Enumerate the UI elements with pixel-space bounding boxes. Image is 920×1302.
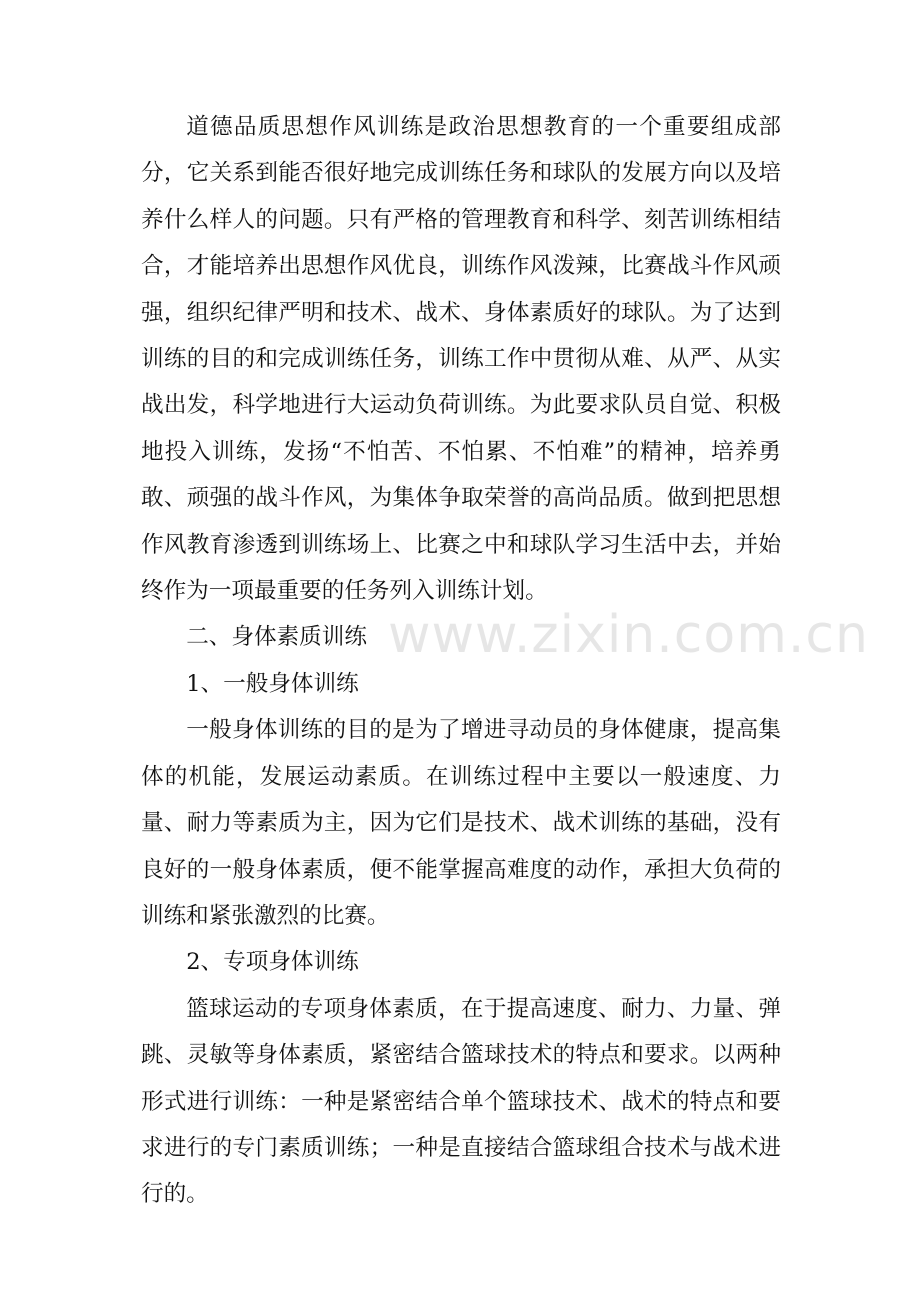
paragraph-moral-training: 道德品质思想作风训练是政治思想教育的一个重要组成部分，它关系到能否很好地完成训练任务和球队的发展方向以及培养什么样人的问题。只有严格的管理教育和科学、刻苦训练相结合，才能培养出思想作风优良，训练作风泼辣，比赛战斗作风顽强，组织纪律严明和技术、战术、身体素质好的球队。为了达到训练的目的和完成训练任务，训练工作中贯彻从难、从严、从实战出发，科学地进行大运动负荷训练。为此要求队员自觉、积极地投入训练，发扬“不怕苦、不怕累、不怕难”的精神，培养勇敢、顽强的战斗作风，为集体争取荣誉的高尚品质。做到把思想作风教育渗透到训练场上、比赛之中和球队学习生活中去，并始终作为一项最重要的任务列入训练计划。 xyxy=(141,114,781,605)
watermark-text: www.zixin.com.cn xyxy=(388,605,869,665)
paragraph-special-physical-training: 篮球运动的专项身体素质，在于提高速度、耐力、力量、弹跳、灵敏等身体素质，紧密结合篮球技术的特点和要求。以两种形式进行训练：一种是紧密结合单个篮球技术、战术的特点和要求进行的专门素质训练；一种是直接结合篮球组合技术与战术进行的。 xyxy=(141,995,781,1208)
subheading-general-physical-training: 1、一般身体训练 xyxy=(186,670,359,697)
section-heading-physical-training: 二、身体素质训练 xyxy=(186,624,367,651)
document-body xyxy=(141,104,781,1218)
paragraph-general-physical-training: 一般身体训练的目的是为了增进寻动员的身体健康，提高集体的机能，发展运动素质。在训练过程中主要以一般速度、力量、耐力等素质为主，因为它们是技术、战术训练的基础，没有良好的一般身体素质，便不能掌握高难度的动作，承担大负荷的训练和紧张激烈的比赛。 xyxy=(141,717,781,929)
subheading-special-physical-training: 2、专项身体训练 xyxy=(186,949,359,976)
